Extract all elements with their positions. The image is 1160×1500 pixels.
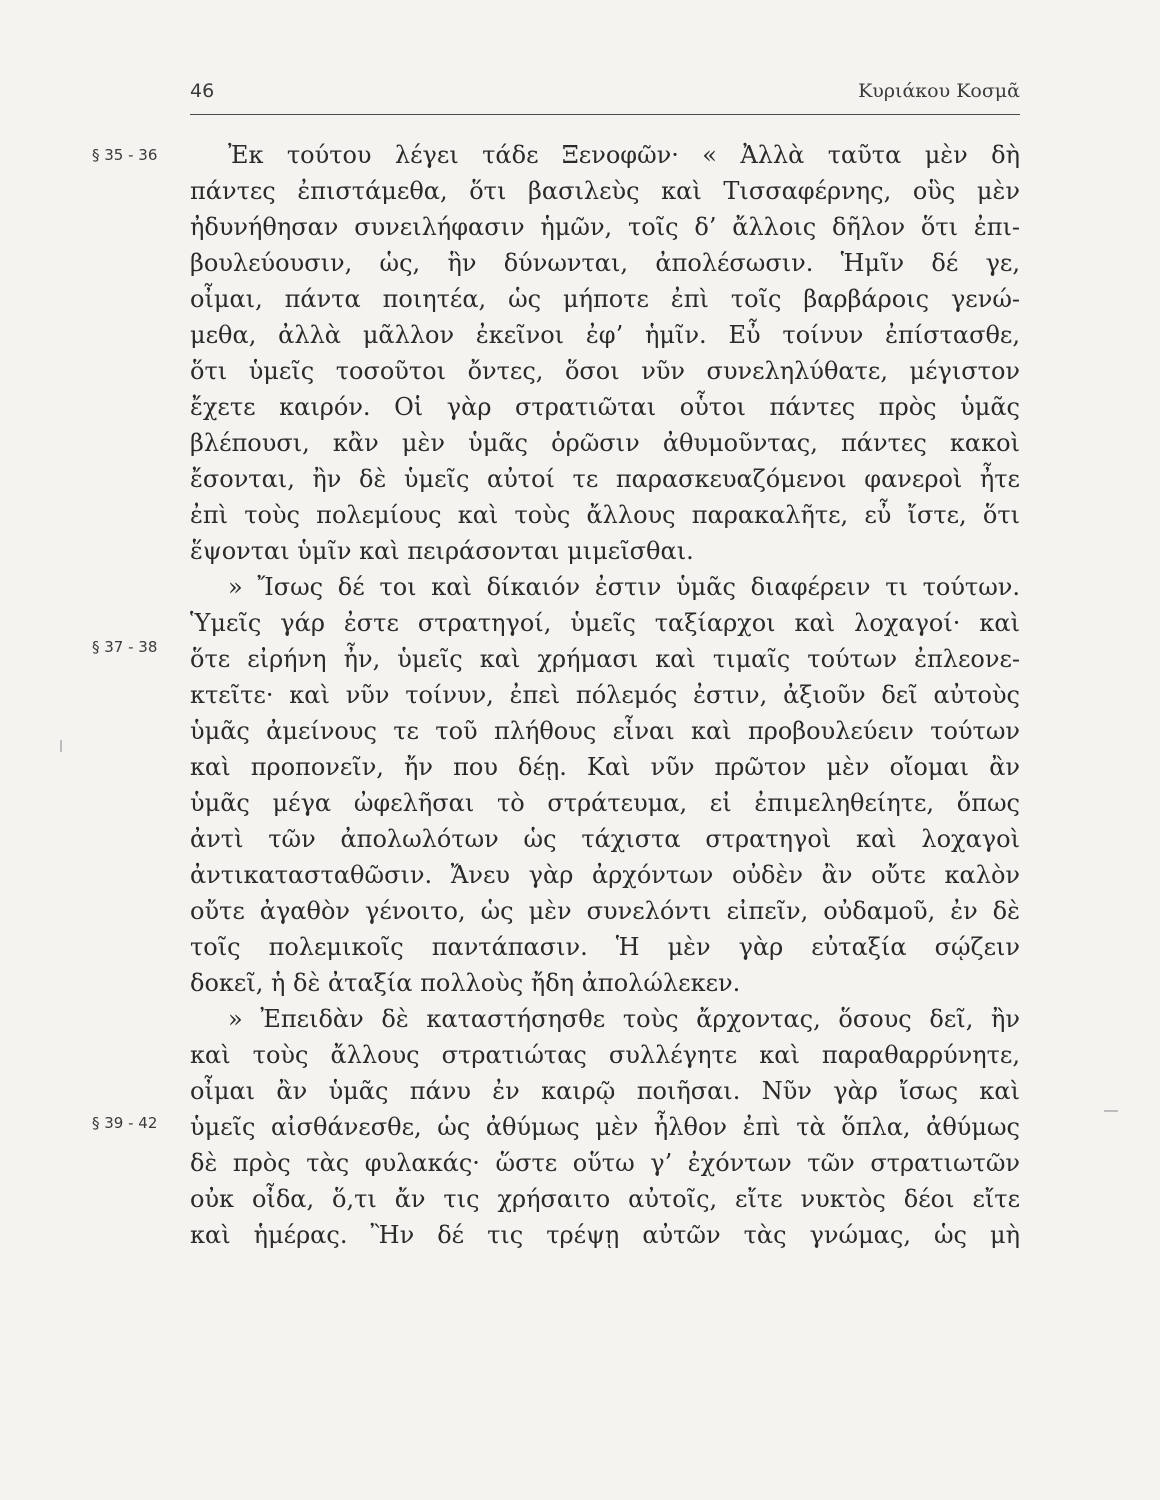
margin-speck [1104, 1110, 1118, 1112]
paragraph-39-42 [190, 1001, 1020, 1253]
text-line: μεθα, ἀλλὰ μᾶλλον ἐκεῖνοι ἐφ’ ἡμῖν. Εὖ τοίνυν ἐπίστασθε, [190, 321, 1020, 349]
running-head [190, 80, 1020, 110]
text-line: τοῖς πολεμικοῖς παντάπασιν. Ἡ μὲν γὰρ εὐταξία σῴζειν [190, 933, 1020, 961]
text-line: καὶ προπονεῖν, ἤν που δέῃ. Καὶ νῦν πρῶτον μὲν οἴομαι ἂν [190, 753, 1020, 781]
text-line: πάντες ἐπιστάμεθα, ὅτι βασιλεὺς καὶ Τισσαφέρνης, οὓς μὲν [190, 177, 1020, 205]
text-line: ὑμᾶς μέγα ὠφελῆσαι τὸ στράτευμα, εἰ ἐπιμεληθείητε, ὅπως [190, 789, 1020, 817]
text-line: βουλεύουσιν, ὡς, ἣν δύνωνται, ἀπολέσωσιν. Ἡμῖν δέ γε, [190, 249, 1020, 277]
text-line: δὲ πρὸς τὰς φυλακάς· ὥστε οὕτω γ’ ἐχόντων τῶν στρατιωτῶν [190, 1149, 1020, 1177]
text-line: οὔτε ἀγαθὸν γένοιτο, ὡς μὲν συνελόντι εἰπεῖν, οὐδαμοῦ, ἐν δὲ [190, 897, 1020, 925]
text-line: Ἐκ τούτου λέγει τάδε Ξενοφῶν· « Ἀλλὰ ταῦτα μὲν δὴ [228, 141, 1020, 169]
header-author: Κυριάκου Κοσμᾶ [858, 80, 1020, 102]
section-marker-35-36: § 35 - 36 [92, 146, 158, 164]
text-line: ὅτε εἰρήνη ἦν, ὑμεῖς καὶ χρήμασι καὶ τιμαῖς τούτων ἐπλεονε- [190, 645, 1020, 673]
paragraph-37-38 [190, 569, 1020, 1001]
text-line: κτεῖτε· καὶ νῦν τοίνυν, ἐπεὶ πόλεμός ἐστιν, ἀξιοῦν δεῖ αὐτοὺς [190, 681, 1020, 709]
text-line: βλέπουσι, κἂν μὲν ὑμᾶς ὁρῶσιν ἀθυμοῦντας, πάντες κακοὶ [190, 429, 1020, 457]
body-text [190, 137, 1020, 1253]
margin-speck [60, 740, 62, 752]
text-line: » Ἐπειδὰν δὲ καταστήσησθε τοὺς ἄρχοντας, ὅσους δεῖ, ἢν [228, 1005, 1020, 1033]
text-line: ἐπὶ τοὺς πολεμίους καὶ τοὺς ἄλλους παρακαλῆτε, εὖ ἴστε, ὅτι [190, 501, 1020, 529]
text-line: οὐκ οἶδα, ὅ,τι ἄν τις χρήσαιτο αὐτοῖς, εἴτε νυκτὸς δέοι εἴτε [190, 1185, 1020, 1213]
text-line: » Ἴσως δέ τοι καὶ δίκαιόν ἐστιν ὑμᾶς διαφέρειν τι τούτων. [228, 573, 1020, 601]
page-number: 46 [190, 80, 215, 102]
text-line: οἶμαι, πάντα ποιητέα, ὡς μήποτε ἐπὶ τοῖς βαρβάροις γενώ- [190, 285, 1020, 313]
text-line: καὶ ἡμέρας. Ἢν δέ τις τρέψῃ αὐτῶν τὰς γνώμας, ὡς μὴ [190, 1221, 1020, 1249]
text-line: ἀντὶ τῶν ἀπολωλότων ὡς τάχιστα στρατηγοὶ καὶ λοχαγοὶ [190, 825, 1020, 853]
paragraph-35-36 [190, 137, 1020, 569]
text-line: ἀντικατασταθῶσιν. Ἄνευ γὰρ ἀρχόντων οὐδὲν ἂν οὔτε καλὸν [190, 861, 1020, 889]
text-line: καὶ τοὺς ἄλλους στρατιώτας συλλέγητε καὶ παραθαρρύνητε, [190, 1041, 1020, 1069]
text-line: Ὑμεῖς γάρ ἐστε στρατηγοί, ὑμεῖς ταξίαρχοι καὶ λοχαγοί· καὶ [190, 609, 1020, 637]
text-line: ὑμεῖς αἰσθάνεσθε, ὡς ἀθύμως μὲν ἦλθον ἐπὶ τὰ ὅπλα, ἀθύμως [190, 1113, 1020, 1141]
text-line: ἠδυνήθησαν συνειλήφασιν ἡμῶν, τοῖς δ’ ἄλλοις δῆλον ὅτι ἐπι- [190, 213, 1020, 241]
section-marker-37-38: § 37 - 38 [92, 638, 158, 656]
text-line: ἔσονται, ἢν δὲ ὑμεῖς αὐτοί τε παρασκευαζόμενοι φανεροὶ ἦτε [190, 465, 1020, 493]
text-line: ὅτι ὑμεῖς τοσοῦτοι ὄντες, ὅσοι νῦν συνεληλύθατε, μέγιστον [190, 357, 1020, 385]
text-line: οἶμαι ἂν ὑμᾶς πάνυ ἐν καιρῷ ποιῆσαι. Νῦν γὰρ ἴσως καὶ [190, 1077, 1020, 1105]
text-line: ἕψονται ὑμῖν καὶ πειράσονται μιμεῖσθαι. [190, 537, 694, 565]
header-rule [190, 114, 1020, 115]
text-line: δοκεῖ, ἡ δὲ ἀταξία πολλοὺς ἤδη ἀπολώλεκεν. [190, 969, 741, 997]
section-marker-39-42: § 39 - 42 [92, 1114, 158, 1132]
text-line: ἔχετε καιρόν. Οἱ γὰρ στρατιῶται οὗτοι πάντες πρὸς ὑμᾶς [190, 393, 1020, 421]
text-line: ὑμᾶς ἀμείνους τε τοῦ πλήθους εἶναι καὶ προβουλεύειν τούτων [190, 717, 1020, 745]
